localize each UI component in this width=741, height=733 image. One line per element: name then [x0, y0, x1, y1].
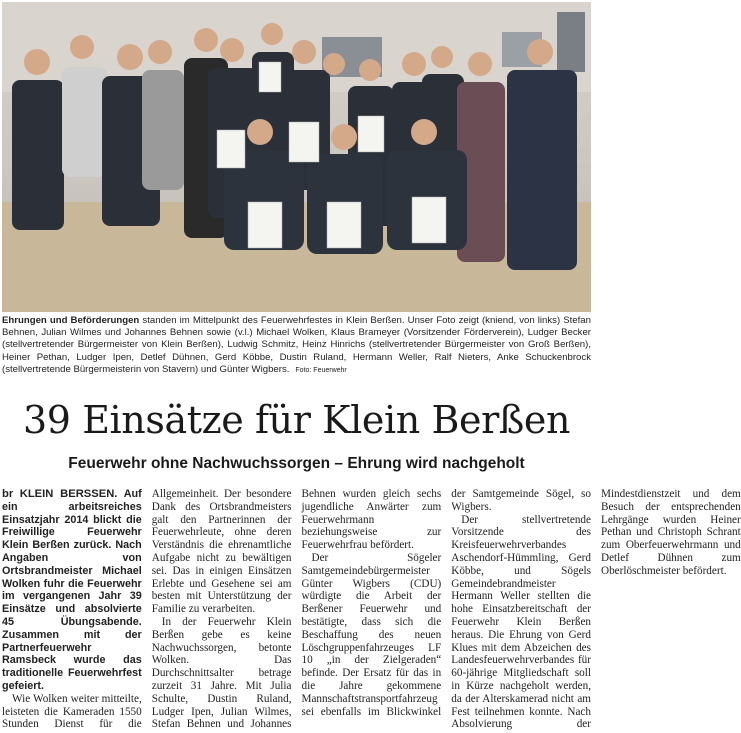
- article-headline: 39 Einsätze für Klein Berßen: [22, 398, 571, 442]
- photo-illustration: [2, 2, 591, 312]
- article-dateline: KLEIN BERSSEN.: [19, 488, 118, 500]
- article-lead-paragraph: [2, 488, 142, 693]
- caption-lead: Ehrungen und Beförderungen: [2, 315, 140, 326]
- article-body: [2, 488, 741, 733]
- article-author: br: [2, 488, 14, 500]
- group-photo: [2, 2, 591, 312]
- article-paragraph: Wie Wolken weiter mitteilte, leisteten die Kameraden 1550 Stunden Dienst für die Allgemeinheit. Der besondere Dank des Ortsbrandmeisters galt den Partnerinnen der Feuerwehrleute, ohne deren Verständnis die ehrenamtliche Aufgabe nicht zu bewältigen sei. Das in einigen Einsätzen Erlebte und Gesehene sei am besten mit Unterstützung der Familie zu verarbeiten.: [2, 488, 292, 731]
- caption-text: standen im Mittelpunkt des Feuerwehrfestes in Klein Berßen. Unser Foto zeigt (kniend, von links) Stefan Behnen, Julian Wilmes und Johannes Behnen sowie (v.l.) Michael Wolken, Klaus Brameyer (Vorsitzender Förderverein), Ludger Becker (stellvertretender Bürgermeister von Klein Berßen), Ludwig Schmitz, Heinz Hinrichs (stellvertretender Bürgermeister von Groß Berßen), Heiner Pethan, Ludger Ipen, Detlef Dühnen, Gerd Köbbe, Dustin Ruland, Hermann Weller, Ralf Nieters, Anke Schuckenbrock (stellvertretende Bürgermeisterin von Stavern) und Günter Wigbers.: [2, 315, 591, 375]
- article-paragraph: Der Sögeler Samtgemeindebürgermeister Günter Wigbers (CDU) würdigte die Arbeit der Berßener Feuerwehr und bestätigte, dass sich die Beschaffung des neuen Löschgruppenfahrzeuges LF 10 „in der Zielgeraden“ befinde. Der Ersatz für das in die Jahre gekommene Mannschaftstransportfahrzeug sei ebenfalls im Blickwinkel der Samtgemeinde Sögel, so Wigbers.: [301, 488, 591, 718]
- article-paragraph: Der stellvertretende Vorsitzende des Kreisfeuerwehrverbandes Aschendorf-Hümmling, Gerd Köbbe, und Sögels Gemeindebrandmeister Hermann Weller stellten die hohe Einsatzbereitschaft der Feuerwehr Klein Berßen heraus. Die Ehrung von Gerd Klues mit dem Abzeichen des Landesfeuerwehrverbandes für 60-jährige Mitgliedschaft soll in Kürze nachgeholt werden, da der Alterskamerad nicht am Fest teilnehmen konnte. Nach Absolvierung der Mindestdienstzeit und dem Besuch der entsprechenden Lehrgänge wurden Heiner Pethan und Christoph Schrant zum Oberfeuerwehrmann und Detlef Dühnen zum Oberlöschmeister befördert.: [451, 488, 741, 731]
- article-lead: Auf ein arbeitsreiches Einsatzjahr 2014 blickt die Freiwillige Feuerwehr Klein Berßen zurück. Nach Angaben von Ortsbrandmeister Michael Wolken fuhr die Feuerwehr im vergangenen Jahr 39 Einsätze und absolvierte 45 Übungsabende. Zusammen mit der Partnerfeuerwehr Ramsbeck wurde das traditionelle Feuerwehrfest gefeiert.: [2, 488, 142, 692]
- article-subheadline: Feuerwehr ohne Nachwuchssorgen – Ehrung wird nachgeholt: [68, 455, 525, 472]
- photo-credit: Foto: Feuerwehr: [295, 366, 347, 374]
- photo-caption: [2, 315, 591, 377]
- article-paragraph: In der Feuerwehr Klein Berßen gebe es keine Nachwuchssorgen, betonte Wolken. Das Durchschnittsalter betrage zurzeit 31 Jahre. Mit Julia Schulte, Dustin Ruland, Ludger Ipen, Julian Wilmes, Stefan Behnen und Johannes Behnen wurden gleich sechs jugendliche Anwärter zum Feuerwehrmann beziehungsweise zur Feuerwehrfrau befördert.: [151, 488, 442, 731]
